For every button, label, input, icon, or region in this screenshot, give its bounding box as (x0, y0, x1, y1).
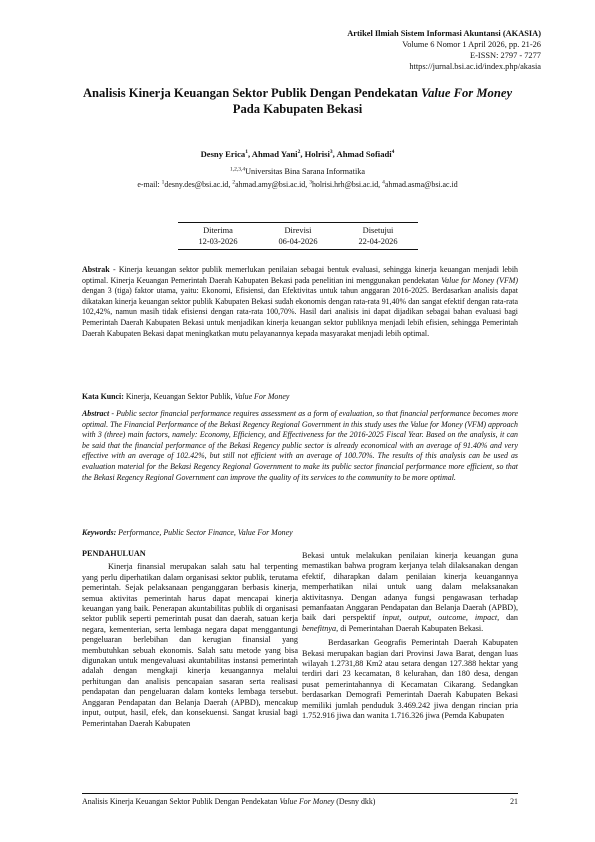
email-link[interactable]: ahmad.amy@bsi.ac.id, (235, 180, 308, 189)
affiliation (70, 167, 525, 176)
affil-text: Universitas Bina Sarana Informatika (245, 167, 365, 176)
footer-text: Analisis Kinerja Keuangan Sektor Publik Dengan Pendekatan (82, 797, 280, 806)
date-header: Diterima (178, 223, 258, 237)
email-link[interactable]: ahmad.asma@bsi.ac.id (384, 180, 458, 189)
author-sup: 1 (245, 149, 248, 156)
section-heading: PENDAHULUAN (82, 549, 146, 558)
title-italic: Value For Money (421, 86, 513, 100)
affil-sup: 1,2,3,4 (230, 166, 246, 173)
abstrak (82, 265, 518, 339)
abstract-text: - Public sector financial performance requires assessment as a form of evaluation, so that financial performance becomes more optimal. The Financial Performance of the Bekasi Regency Regional Government in this study uses the Value for Money (VFM) approach with 3 (three) main factors, namely: Economy, Efficiency, and Effectiveness for the 2016-2025 Fiscal Year. Based on the analysis, it can be said that the financial performance of the Bekasi Regency public sector is already economical with an average of 91.40% and very effective with an average of 102.42%, but still not efficient with an average of 100.70%. The results of this analysis can be used as evaluation material for the Bekasi Regency Regional Government to make its public sector financial performance more efficient, so that the Bekasi Regency Regional Government can improve the quality of its services to the community to be more optimal. (82, 409, 518, 482)
abstrak-italic: Value for Money (VFM) (441, 275, 519, 285)
kata-kunci-italic: Value For Money (234, 392, 290, 401)
journal-issn: E-ISSN: 2797 - 7277 (470, 51, 541, 60)
page-number: 21 (510, 797, 518, 806)
author-sup: 2 (297, 149, 301, 156)
body-italic: benefitnya, (302, 623, 339, 633)
author-name: Ahmad Sofiadi (336, 149, 392, 159)
kata-kunci (82, 392, 518, 403)
keywords-label: Keywords: (82, 528, 117, 537)
keywords (82, 528, 518, 539)
author-name: Holrisi (304, 149, 330, 159)
abstrak-text: - Kinerja keuangan sektor publik memerlukan penilaian sebagai bentuk evaluasi, sehingga kinerja keuangan menjadi lebih optimal. Kinerja Keuangan Pemerintah Daerah Kabupaten Bekasi pada penelitian ini menggunakan pendekatan (82, 265, 518, 285)
footer-divider (82, 793, 518, 794)
authors: Desny Erica$^1$, Ahmad Yani$^2$, Holrisi$^3$, Ahmad Sofiadi$^4$ (200, 149, 395, 159)
email-sup: 4 (382, 179, 385, 186)
right-column (302, 551, 518, 722)
body-paragraph (302, 551, 518, 634)
page-footer (82, 797, 518, 806)
body-text: dan (499, 613, 518, 623)
body-text: Bekasi untuk melakukan penilaian kinerja keuangan guna memastikan bahwa program kerjanya telah dilaksanakan dengan efektif, diharapkan dalam penilaian kinerja keuangannya memperhatikan nilai untuk uang dalam melaksanakan aktivitasnya. Dengan adanya fungsi pengawasan terhadap pemanfaatan Anggaran Pendapatan dan Belanja Daerah (APBD), baik dari perspektif (302, 551, 518, 623)
journal-url[interactable]: https://jurnal.bsi.ac.id/index.php/akasia (409, 62, 541, 71)
footer-text-2: (Desny dkk) (334, 797, 376, 806)
kata-kunci-text: Kinerja, Keuangan Sektor Publik, (123, 392, 235, 401)
date-value: 12-03-2026 (178, 236, 258, 250)
footer-italic: Value For Money (279, 797, 335, 806)
abstract-label: Abstract (82, 409, 110, 418)
body-italic: input, output, outcome, impact, (382, 613, 500, 623)
email-sup: 2 (232, 179, 236, 186)
journal-header (347, 28, 541, 72)
abstrak-label: Abstrak (82, 265, 110, 274)
email-line (60, 180, 535, 189)
left-column (82, 549, 298, 729)
date-header: Disetujui (338, 223, 418, 237)
author-name: Ahmad Yani (251, 149, 298, 159)
title-text-end: Pada Kabupaten Bekasi (232, 101, 363, 116)
date-value: 22-04-2026 (338, 236, 418, 250)
kata-kunci-label: Kata Kunci: (82, 392, 124, 401)
keywords-text: Performance, Public Sector Finance, Value For Money (116, 528, 293, 537)
body-text: di Pemerintahan Daerah Kabupaten Bekasi. (338, 623, 484, 633)
abstrak-text-2: dengan 3 (tiga) faktor utama, yaitu: Ekonomi, Efisiensi, dan Efektivitas untuk tahun anggaran 2016-2025. Berdasarkan analisis dapat dikatakan kinerja keuangan sektor publik Kabupaten Bekasi sudah ekonomis dengan rata-rata 91,40% dan sangat efektif dengan rata-rata 102,42%, namun masih tidak efisiensi dengan rata-rata 100,70%. Hasil dari analisis ini dapat dijadikan sebagai bahan evaluasi bagi Pemerintah Daerah Kabupaten Bekasi untuk menjadikan kinerja keuangan sektor publiknya menjadi lebih efisien, sehingga Pemerintah Daerah Kabupaten Bekasi dapat meningkatkan mutu pelayanannya kepada masyarakat menjadi lebih optimal. (82, 286, 518, 338)
journal-name: Artikel Ilmiah Sistem Informasi Akuntansi (AKASIA) (347, 29, 541, 38)
date-header: Direvisi (258, 223, 338, 237)
journal-volume: Volume 6 Nomor 1 April 2026, pp. 21-26 (402, 40, 541, 49)
abstract-english (82, 409, 518, 483)
email-label: e-mail: (137, 180, 160, 189)
email-link[interactable]: desny.des@bsi.ac.id, (164, 180, 231, 189)
paper-title (70, 86, 525, 117)
email-sup: 3 (309, 179, 312, 186)
body-paragraph: Kinerja finansial merupakan salah satu hal terpenting yang perlu diperhatikan dalam organisasi sektor publik, terutama pemerintah. Sejak pelaksanaan penganggaran berbasis kinerja, semua aktivitas pemerintah harus dapat mencapai kinerja keuangan yang baik. Penerapan akuntabilitas publik di organisasi sektor publik seperti pemerintah pusat dan daerah, satuan kerja negara, kementerian, serta lembaga negara dapat menggantungi pengeluaran berlebihan dan kerugian finansial yang membutuhkan sebuah ekonomis. Salah satu metode yang bisa digunakan untuk mengevaluasi akuntabilitas instansi pemerintah adalah dengan mengkaji kinerja keuangannya melalui perhitungan dan analisis pencapaian sasaran serta realisasi pendapatan dan pengeluaran dalam konteks lembaga tersebut. Anggaran Pendapatan dan Belanja Daerah (APBD), mencakup input, output, hasil, efek, dan konsekuensi. Sangat krusial bagi Pemerintahan Daerah Kabupaten (82, 562, 298, 728)
dates-table (178, 222, 418, 250)
email-sup: 1 (161, 179, 165, 186)
author-name: Desny Erica (200, 149, 246, 159)
author-sup: 4 (391, 149, 395, 156)
author-sup: 3 (329, 149, 333, 156)
email-link[interactable]: holrisi.hrh@bsi.ac.id, (311, 180, 381, 189)
body-paragraph: Berdasarkan Geografis Pemerintah Daerah Kabupaten Bekasi merupakan bagian dari Provinsi Jawa Barat, dengan luas wilayah 1.2731,88 Km2 atau setara dengan 127.388 hektar yang terdiri dari 23 kecamatan, 8 kelurahan, dan 180 desa, dengan pusat pemerintahannya di Kecamatan Cikarang. Sedangkan berdasarkan Demografi Pemerintah Daerah Kabupaten Bekasi memiliki jumlah penduduk 3.469.242 jiwa dengan rincian pria 1.752.916 jiwa dan wanita 1.716.326 jiwa (Pemda Kabupaten (302, 638, 518, 721)
title-text: Analisis Kinerja Keuangan Sektor Publik Dengan Pendekatan (82, 86, 422, 100)
date-value: 06-04-2026 (258, 236, 338, 250)
